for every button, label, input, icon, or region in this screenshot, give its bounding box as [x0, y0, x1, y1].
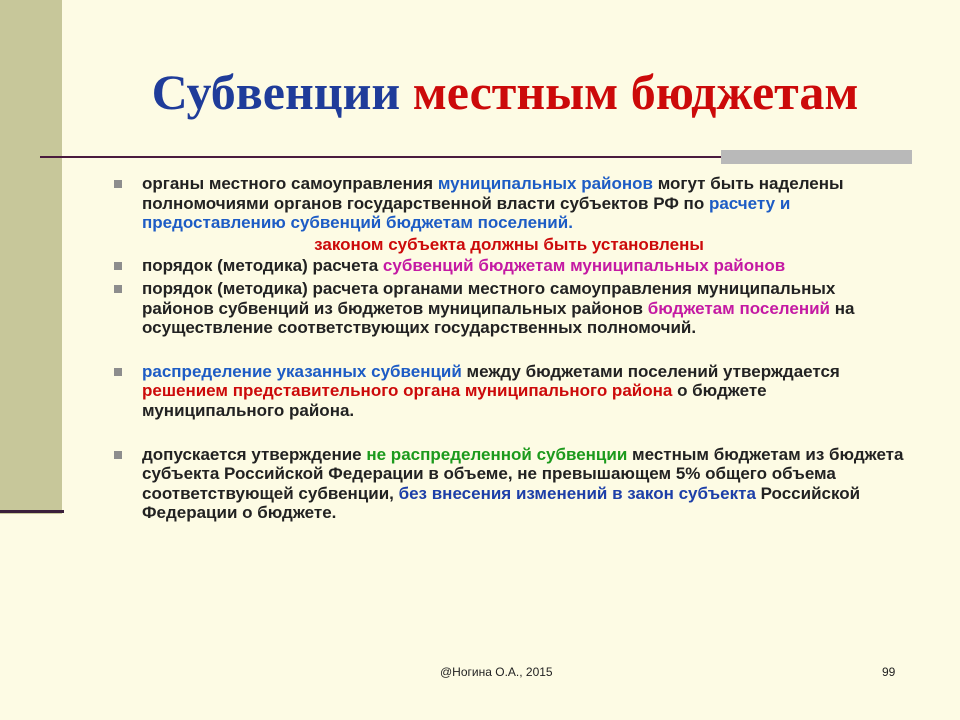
title-part-2: местным бюджетам [412, 64, 859, 120]
text-run: о бюджете муниципального района. [142, 381, 767, 420]
side-divider [0, 510, 64, 513]
footer-author: @Ногина О.А., 2015 [440, 665, 553, 679]
center-statement: законом субъекта должны быть установлены [314, 234, 704, 254]
text-run: порядок (методика) расчета органами местного самоуправления муниципальных районов субвенций из бюджетов муниципальных районов [142, 278, 836, 318]
title-part-1: Субвенции [151, 64, 413, 120]
highlight-run: не распределенной субвенции [366, 444, 628, 464]
highlight-run: расчету и предоставлению субвенций бюджетам поселений. [142, 193, 791, 233]
highlight-run: субвенций бюджетам муниципальных районов [382, 256, 786, 276]
bullet-item-3 [114, 279, 904, 338]
bullet-item-5 [114, 445, 904, 523]
text-run: между бюджетами поселений утверждается [461, 361, 840, 381]
text-run: Российской Федерации о бюджете. [142, 483, 861, 523]
text-run: местным бюджетам из бюджета субъекта Российской Федерации в объеме, не превышающем 5% общего объема соответствующей субвенции, [142, 444, 904, 503]
bullet-item-1 [114, 174, 904, 233]
slide-title [0, 62, 960, 122]
highlight-run: без внесения изменений в закон субъекта [398, 483, 756, 503]
bullet-square-icon [114, 368, 122, 376]
bullet-square-icon [114, 285, 122, 293]
bullet-item-2 [114, 256, 904, 276]
text-run: на осуществление соответствующих государственных полномочий. [142, 298, 855, 338]
bullet-square-icon [114, 262, 122, 270]
text-run: допускается утверждение [142, 444, 367, 464]
bullet-square-icon [114, 180, 122, 188]
bullet-item-4 [114, 362, 904, 421]
title-shadow-bar [721, 150, 912, 164]
highlight-run: решением представительного органа муниципального района [142, 381, 673, 401]
slide-body [114, 174, 904, 523]
bullet-square-icon [114, 451, 122, 459]
page-number: 99 [882, 665, 896, 679]
text-run: органы местного самоуправления [142, 174, 438, 193]
highlight-run: муниципальных районов [437, 174, 653, 193]
text-run: могут быть наделены полномочиями органов государственной власти субъектов РФ по [142, 174, 844, 213]
text-run: порядок (методика) расчета [142, 256, 383, 276]
highlight-run: бюджетам поселений [647, 298, 830, 318]
highlight-run: распределение указанных субвенций [142, 361, 462, 381]
